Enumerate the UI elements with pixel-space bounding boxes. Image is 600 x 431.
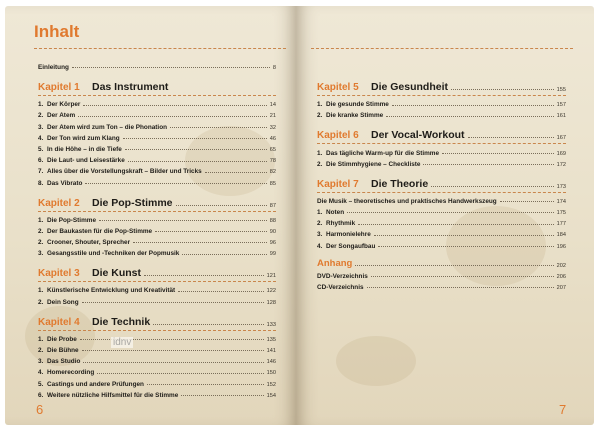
entry-page: 122 bbox=[266, 288, 276, 295]
chapter-number: Kapitel 7 bbox=[317, 178, 359, 190]
leader-dots bbox=[144, 275, 264, 276]
entry-title: CD-Verzeichnis bbox=[317, 283, 364, 291]
toc-entry[interactable] bbox=[38, 131, 276, 142]
entry-page: 88 bbox=[269, 217, 276, 224]
chapter-heading[interactable] bbox=[38, 192, 276, 209]
toc-entry[interactable] bbox=[38, 283, 276, 294]
leader-dots bbox=[78, 116, 267, 117]
leader-dots bbox=[80, 339, 264, 340]
leader-dots bbox=[97, 373, 263, 374]
entry-title: Das Studio bbox=[47, 358, 81, 366]
chapter-heading[interactable] bbox=[317, 124, 566, 141]
chapter-page: 121 bbox=[266, 273, 276, 280]
entry-title: Der Atem bbox=[47, 112, 76, 120]
chapter-page: 173 bbox=[556, 183, 566, 190]
leader-dots bbox=[500, 201, 554, 202]
entry-number: 4. bbox=[38, 369, 44, 377]
entry-page: 175 bbox=[556, 209, 566, 216]
entry-title: Die gesunde Stimme bbox=[326, 101, 389, 109]
entry-number: 2. bbox=[38, 347, 44, 354]
chapter-rule bbox=[38, 95, 276, 96]
entry-title: Rhythmik bbox=[326, 220, 356, 228]
entry-page: 150 bbox=[266, 370, 276, 377]
entry-title: Die Pop-Stimme bbox=[47, 216, 97, 224]
entry-number: 5. bbox=[38, 380, 44, 388]
toc-entry-intro[interactable] bbox=[317, 194, 566, 205]
leader-dots bbox=[371, 276, 554, 277]
chapter-number: Kapitel 4 bbox=[38, 316, 80, 328]
leader-dots bbox=[442, 153, 554, 154]
chapter-heading[interactable] bbox=[317, 173, 566, 190]
toc-entry[interactable] bbox=[317, 157, 566, 168]
entry-number: 8. bbox=[38, 179, 44, 187]
toc-entry-appendix[interactable] bbox=[317, 269, 566, 280]
toc-entry[interactable] bbox=[38, 164, 276, 175]
chapter-rule bbox=[317, 95, 566, 96]
entry-number: 1. bbox=[38, 335, 44, 343]
entry-page: 90 bbox=[269, 228, 276, 235]
entry-title: Der Songaufbau bbox=[326, 242, 376, 250]
chapter-heading[interactable] bbox=[38, 76, 276, 93]
leader-dots bbox=[83, 362, 263, 363]
toc-entry[interactable] bbox=[317, 145, 566, 156]
toc-entry[interactable] bbox=[317, 205, 566, 216]
entry-title: Die Probe bbox=[47, 335, 77, 343]
leader-dots bbox=[355, 265, 553, 266]
toc-entry[interactable] bbox=[38, 354, 276, 365]
toc-entry[interactable] bbox=[317, 216, 566, 227]
toc-title: Inhalt bbox=[34, 22, 80, 41]
entry-number: 2. bbox=[38, 112, 44, 120]
leader-dots bbox=[205, 172, 267, 173]
chapter-title: Das Instrument bbox=[92, 81, 169, 93]
chapter-title: Die Pop-Stimme bbox=[92, 196, 173, 209]
leader-dots bbox=[176, 205, 267, 206]
leader-dots bbox=[128, 161, 267, 162]
chapter-heading[interactable] bbox=[38, 311, 276, 328]
entry-number: 7. bbox=[38, 168, 44, 176]
leader-dots bbox=[367, 287, 554, 288]
chapter-rule bbox=[38, 330, 276, 331]
entry-number: 2. bbox=[38, 298, 44, 306]
chapter-number: Kapitel 5 bbox=[317, 82, 359, 93]
entry-title: Das tägliche Warm-up für die Stimme bbox=[326, 149, 440, 157]
page-number: 7 bbox=[559, 402, 567, 417]
entry-page: 128 bbox=[266, 299, 276, 306]
chapter-title: Die Technik bbox=[92, 315, 151, 328]
appendix-page: 202 bbox=[556, 262, 566, 269]
chapter-page: 167 bbox=[556, 135, 566, 142]
leader-dots bbox=[378, 246, 553, 247]
chapter-page: 155 bbox=[556, 87, 566, 93]
chapter-page: 133 bbox=[266, 321, 276, 328]
entry-title: Der Ton wird zum Klang bbox=[47, 134, 120, 142]
chapter-title: Der Vocal-Workout bbox=[371, 129, 465, 142]
toc-entry[interactable] bbox=[38, 246, 276, 257]
toc-entry[interactable] bbox=[317, 97, 566, 108]
entry-title: Gesangsstile und -Techniken der Popmusik bbox=[47, 250, 180, 258]
entry-number: 1. bbox=[317, 149, 323, 157]
entry-number: 2. bbox=[317, 220, 323, 228]
toc-entry[interactable] bbox=[317, 238, 566, 249]
leader-dots bbox=[99, 220, 267, 221]
toc-entry[interactable] bbox=[317, 227, 566, 238]
leader-dots bbox=[155, 231, 267, 232]
entry-number: 1. bbox=[38, 216, 44, 224]
leader-dots bbox=[386, 116, 553, 117]
entry-page: 177 bbox=[556, 221, 566, 228]
appendix-heading[interactable] bbox=[317, 255, 566, 269]
toc-entry[interactable] bbox=[38, 213, 276, 224]
entry-number: 4. bbox=[317, 242, 323, 250]
toc-entry[interactable] bbox=[38, 332, 276, 343]
toc-entry[interactable] bbox=[38, 235, 276, 246]
entry-page: 146 bbox=[266, 359, 276, 366]
watermark-text: idnv bbox=[113, 337, 132, 348]
chapter-heading[interactable] bbox=[38, 262, 276, 279]
entry-page: 184 bbox=[556, 232, 566, 239]
toc-entry[interactable] bbox=[38, 175, 276, 186]
leader-dots bbox=[431, 186, 553, 187]
toc-entry[interactable] bbox=[38, 294, 276, 305]
leader-dots bbox=[182, 254, 266, 255]
entry-page: 157 bbox=[556, 102, 566, 109]
toc-entry[interactable] bbox=[38, 224, 276, 235]
toc-entry[interactable] bbox=[38, 365, 276, 376]
entry-number: 1. bbox=[317, 101, 323, 109]
entry-title: Die Stimmhygiene – Checkliste bbox=[326, 160, 421, 168]
toc-entry-appendix[interactable] bbox=[317, 280, 566, 291]
entry-number: 2. bbox=[38, 239, 44, 247]
toc-right-column bbox=[317, 71, 566, 291]
entry-page: 172 bbox=[556, 161, 566, 168]
toc-entry[interactable] bbox=[38, 142, 276, 153]
entry-title: Crooner, Shouter, Sprecher bbox=[47, 239, 131, 247]
chapter-page: 87 bbox=[269, 202, 276, 209]
toc-entry[interactable] bbox=[38, 388, 276, 399]
entry-page: 161 bbox=[556, 113, 566, 120]
leader-dots bbox=[153, 324, 264, 325]
entry-title: In die Höhe – in die Tiefe bbox=[47, 145, 122, 153]
toc-entry-einleitung[interactable] bbox=[38, 60, 276, 71]
entry-title: Homerecording bbox=[47, 369, 95, 377]
leader-dots bbox=[147, 384, 264, 385]
entry-number: 1. bbox=[38, 101, 44, 109]
entry-number: 2. bbox=[317, 160, 323, 168]
entry-number: 4. bbox=[38, 134, 44, 142]
entry-page: 32 bbox=[269, 124, 276, 131]
leader-dots bbox=[72, 67, 270, 68]
entry-number: 2. bbox=[38, 227, 44, 235]
entry-number: 3. bbox=[38, 358, 44, 366]
entry-title: Künstlerische Entwicklung und Kreativität bbox=[47, 287, 176, 295]
entry-number: 3. bbox=[38, 123, 44, 131]
entry-label: Einleitung bbox=[38, 64, 69, 71]
entry-title: Weitere nützliche Hilfsmittel für die Stimme bbox=[47, 391, 179, 399]
toc-entry[interactable] bbox=[38, 376, 276, 387]
entry-page: 14 bbox=[269, 102, 276, 109]
entry-page: 65 bbox=[269, 146, 276, 153]
chapter-number: Kapitel 3 bbox=[38, 268, 80, 280]
entry-number: 2. bbox=[317, 112, 323, 120]
chapter-rule bbox=[317, 143, 566, 144]
leader-dots bbox=[423, 164, 553, 165]
entry-title: Noten bbox=[326, 208, 345, 216]
chapter-rule bbox=[38, 211, 276, 212]
toc-left-column bbox=[38, 60, 276, 399]
chapter-number: Kapitel 1 bbox=[38, 82, 80, 93]
entry-title: Die Musik – theoretisches und praktisches Handwerkszeug bbox=[317, 197, 497, 205]
entry-page: 21 bbox=[269, 113, 276, 120]
chapter-title: Die Gesundheit bbox=[371, 81, 449, 93]
chapter-heading[interactable] bbox=[317, 76, 566, 93]
entry-page: 99 bbox=[269, 251, 276, 258]
toc-entry[interactable] bbox=[38, 97, 276, 108]
entry-title: Die Bühne bbox=[47, 347, 79, 354]
entry-page: 135 bbox=[266, 336, 276, 343]
chapter-number: Kapitel 2 bbox=[38, 197, 80, 209]
entry-page: 169 bbox=[556, 150, 566, 157]
paper-stain bbox=[336, 336, 416, 386]
entry-title: Castings und andere Prüfungen bbox=[47, 380, 144, 388]
leader-dots bbox=[468, 137, 554, 138]
entry-number: 1. bbox=[317, 208, 323, 216]
leader-dots bbox=[178, 291, 263, 292]
entry-page: 96 bbox=[269, 240, 276, 247]
entry-title: Der Baukasten für die Pop-Stimme bbox=[47, 227, 153, 235]
chapter-rule bbox=[317, 192, 566, 193]
entry-title: Der Körper bbox=[47, 101, 81, 109]
toc-entry[interactable] bbox=[38, 119, 276, 130]
entry-page: 141 bbox=[266, 348, 276, 354]
leader-dots bbox=[181, 395, 263, 396]
entry-page: 8 bbox=[272, 65, 276, 71]
entry-page: 82 bbox=[269, 169, 276, 176]
entry-number: 3. bbox=[317, 231, 323, 239]
entry-page: 207 bbox=[556, 284, 566, 291]
leader-dots bbox=[85, 183, 266, 184]
entry-title: Der Atem wird zum Ton – die Phonation bbox=[47, 123, 168, 131]
entry-page: 46 bbox=[269, 135, 276, 142]
leader-dots bbox=[123, 138, 267, 139]
toc-entry[interactable] bbox=[38, 153, 276, 164]
entry-number: 1. bbox=[38, 287, 44, 295]
appendix-label: Anhang bbox=[317, 257, 353, 269]
chapter-title: Die Kunst bbox=[92, 267, 142, 280]
entry-title: Die kranke Stimme bbox=[326, 112, 384, 120]
leader-dots bbox=[347, 212, 554, 213]
entry-number: 5. bbox=[38, 145, 44, 153]
entry-page: 78 bbox=[269, 158, 276, 165]
leader-dots bbox=[358, 224, 554, 225]
entry-number: 6. bbox=[38, 391, 44, 399]
chapter-title: Die Theorie bbox=[371, 177, 429, 190]
entry-title: Alles über die Vorstellungskraft – Bilder und Tricks bbox=[47, 168, 202, 176]
leader-dots bbox=[451, 89, 554, 90]
page-number: 6 bbox=[36, 402, 44, 417]
entry-page: 206 bbox=[556, 273, 566, 280]
toc-entry[interactable] bbox=[38, 343, 276, 354]
entry-title: Das Vibrato bbox=[47, 179, 83, 187]
title-rule bbox=[34, 48, 286, 49]
entry-page: 152 bbox=[266, 381, 276, 388]
leader-dots bbox=[82, 350, 264, 351]
chapter-number: Kapitel 6 bbox=[317, 130, 359, 142]
leader-dots bbox=[170, 127, 267, 128]
entry-title: DVD-Verzeichnis bbox=[317, 272, 368, 280]
entry-page: 85 bbox=[269, 180, 276, 187]
entry-page: 174 bbox=[556, 198, 566, 205]
leader-dots bbox=[133, 242, 267, 243]
entry-title: Dein Song bbox=[47, 298, 79, 306]
entry-number: 6. bbox=[38, 157, 44, 165]
left-page bbox=[5, 6, 296, 425]
entry-page: 196 bbox=[556, 243, 566, 250]
leader-dots bbox=[82, 302, 264, 303]
leader-dots bbox=[392, 105, 554, 106]
entry-title: Die Laut- und Leisestärke bbox=[47, 157, 125, 165]
leader-dots bbox=[374, 235, 554, 236]
toc-entry[interactable] bbox=[317, 108, 566, 119]
entry-page: 154 bbox=[266, 392, 276, 399]
entry-title: Harmonielehre bbox=[326, 231, 371, 239]
entry-number: 3. bbox=[38, 250, 44, 258]
leader-dots bbox=[125, 149, 267, 150]
title-rule bbox=[311, 48, 573, 49]
toc-entry[interactable] bbox=[38, 108, 276, 119]
leader-dots bbox=[83, 105, 266, 106]
right-page bbox=[296, 6, 594, 425]
chapter-rule bbox=[38, 281, 276, 282]
